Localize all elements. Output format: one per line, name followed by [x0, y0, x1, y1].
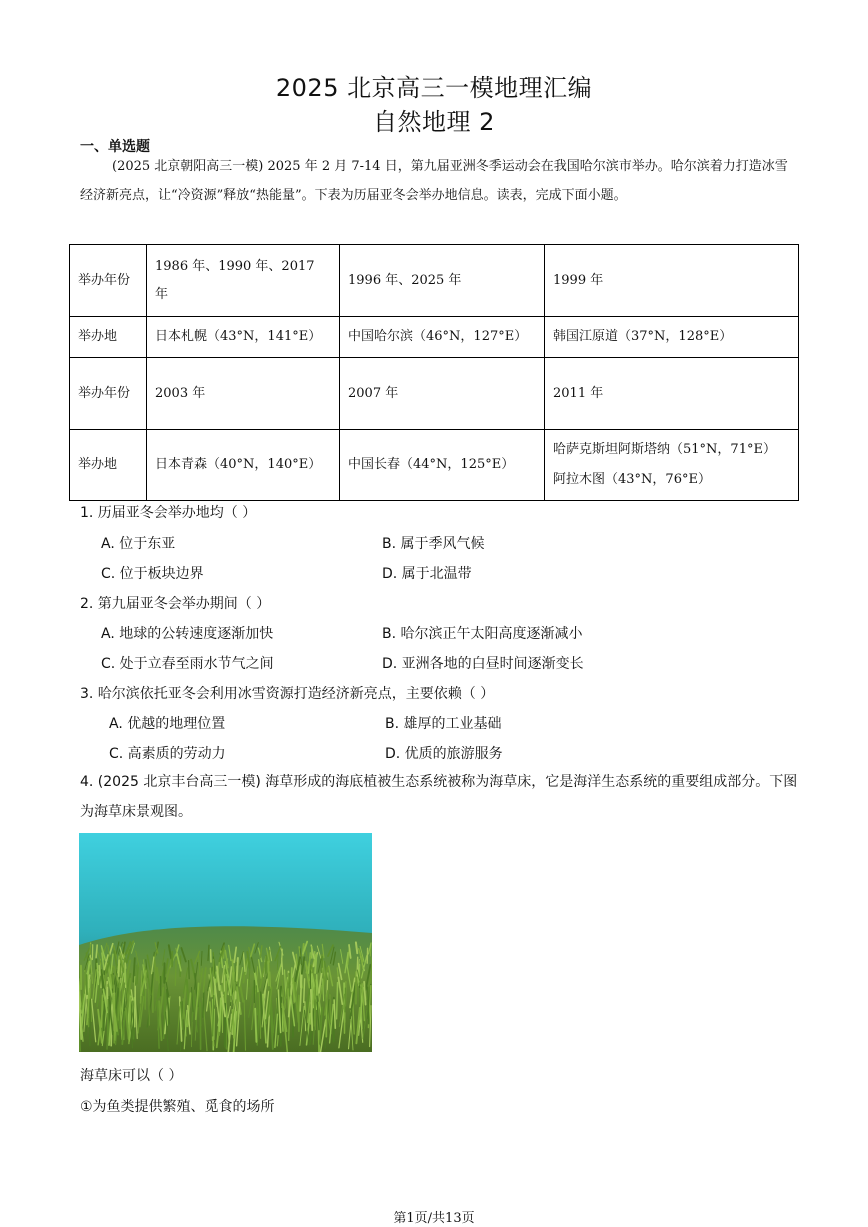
question-1-stem: 1. 历届亚冬会举办地均（ ）: [80, 505, 257, 521]
seagrass-blade: [315, 955, 316, 973]
page-footer: 第1页/共13页: [393, 1211, 475, 1226]
question-2-option-b[interactable]: B. 哈尔滨正午太阳高度逐渐减小: [382, 626, 583, 642]
table-cell: 日本青森（40°N，140°E）: [147, 430, 340, 501]
page-subtitle: 自然地理 2: [373, 108, 495, 136]
question-3-option-d[interactable]: D. 优质的旅游服务: [385, 746, 503, 762]
seagrass-blade: [337, 983, 338, 1019]
table-row: [70, 430, 799, 501]
table-cell: 1999 年: [545, 245, 799, 317]
table-cell: 中国哈尔滨（46°N，127°E）: [340, 317, 545, 358]
table-row-header: 举办地: [70, 317, 147, 358]
question-2-option-d[interactable]: D. 亚洲各地的白昼时间逐渐变长: [382, 656, 584, 672]
seagrass-blade: [189, 961, 190, 979]
table-cell: 日本札幌（43°N，141°E）: [147, 317, 340, 358]
seagrass-blade: [149, 989, 150, 1025]
seagrass-blade: [255, 1009, 256, 1042]
question-4-stem: 4. (2025 北京丰台高三一模) 海草形成的海底植被生态系统被称为海草床，它是海洋生态系统的重要组成部分。下图为海草床景观图。: [80, 774, 798, 820]
seagrass-blade: [268, 962, 269, 986]
question-3-option-a[interactable]: A. 优越的地理位置: [109, 716, 226, 732]
host-city-table: [69, 244, 799, 501]
question-1-option-a[interactable]: A. 位于东亚: [101, 536, 176, 552]
seagrass-blade: [322, 957, 323, 973]
seagrass-blade: [175, 960, 176, 985]
seagrass-blade: [357, 957, 358, 977]
question-2-stem: 2. 第九届亚冬会举办期间（ ）: [80, 596, 271, 612]
section-heading: 一、单选题: [80, 139, 150, 155]
question-1-option-c[interactable]: C. 位于板块边界: [101, 566, 204, 582]
table-cell: 2003 年: [147, 358, 340, 430]
seagrass-blade: [356, 977, 357, 1003]
table-row: [70, 245, 799, 317]
seagrass-bed-photo: [79, 833, 372, 1052]
seagrass-blade: [356, 942, 357, 953]
question-3-option-b[interactable]: B. 雄厚的工业基础: [385, 716, 502, 732]
seagrass-blade: [96, 945, 97, 958]
question-4-prompt: 海草床可以（ ）: [80, 1068, 183, 1084]
table-cell: 中国长春（44°N，125°E）: [340, 430, 545, 501]
table-cell: 2011 年: [545, 358, 799, 430]
page-title: 2025 北京高三一模地理汇编: [275, 74, 593, 102]
table-row-header: 举办地: [70, 430, 147, 501]
seagrass-blade: [87, 975, 88, 994]
table-cell: 1996 年、2025 年: [340, 245, 545, 317]
table-cell: 2007 年: [340, 358, 545, 430]
table-cell: 1986 年、1990 年、2017 年: [147, 245, 340, 317]
question-3-option-c[interactable]: C. 高素质的劳动力: [109, 746, 226, 762]
table-row-header: 举办年份: [70, 245, 147, 317]
seagrass-blade: [300, 964, 301, 987]
table-cell: 哈萨克斯坦阿斯塔纳（51°N，71°E） 阿拉木图（43°N，76°E）: [545, 430, 799, 501]
table-row: [70, 358, 799, 430]
seagrass-blade: [104, 998, 105, 1030]
question-4-item-1: ①为鱼类提供繁殖、觅食的场所: [80, 1099, 275, 1115]
question-3-stem: 3. 哈尔滨依托亚冬会利用冰雪资源打造经济新亮点，主要依赖（ ）: [80, 686, 495, 702]
question-2-option-a[interactable]: A. 地球的公转速度逐渐加快: [101, 626, 274, 642]
question-intro: (2025 北京朝阳高三一模) 2025 年 2 月 7-14 日，第九届亚洲冬季运动会在我国哈尔滨市举办。哈尔滨着力打造冰雪经济新亮点，让“冷资源”释放“热能量”。下表为历届亚冬会举办地信息。读表，完成下面小题。: [80, 159, 788, 203]
seagrass-blade: [296, 954, 297, 968]
table-cell: 韩国江原道（37°N，128°E）: [545, 317, 799, 358]
question-2-option-c[interactable]: C. 处于立春至雨水节气之间: [101, 656, 274, 672]
table-row-header: 举办年份: [70, 358, 147, 430]
question-1-option-d[interactable]: D. 属于北温带: [382, 566, 472, 582]
table-row: [70, 317, 799, 358]
seagrass-blade: [289, 974, 290, 996]
question-1-option-b[interactable]: B. 属于季风气候: [382, 536, 485, 552]
seagrass-blade: [304, 979, 305, 1003]
seagrass-blade: [237, 958, 238, 981]
seagrass-blade: [330, 995, 331, 1023]
